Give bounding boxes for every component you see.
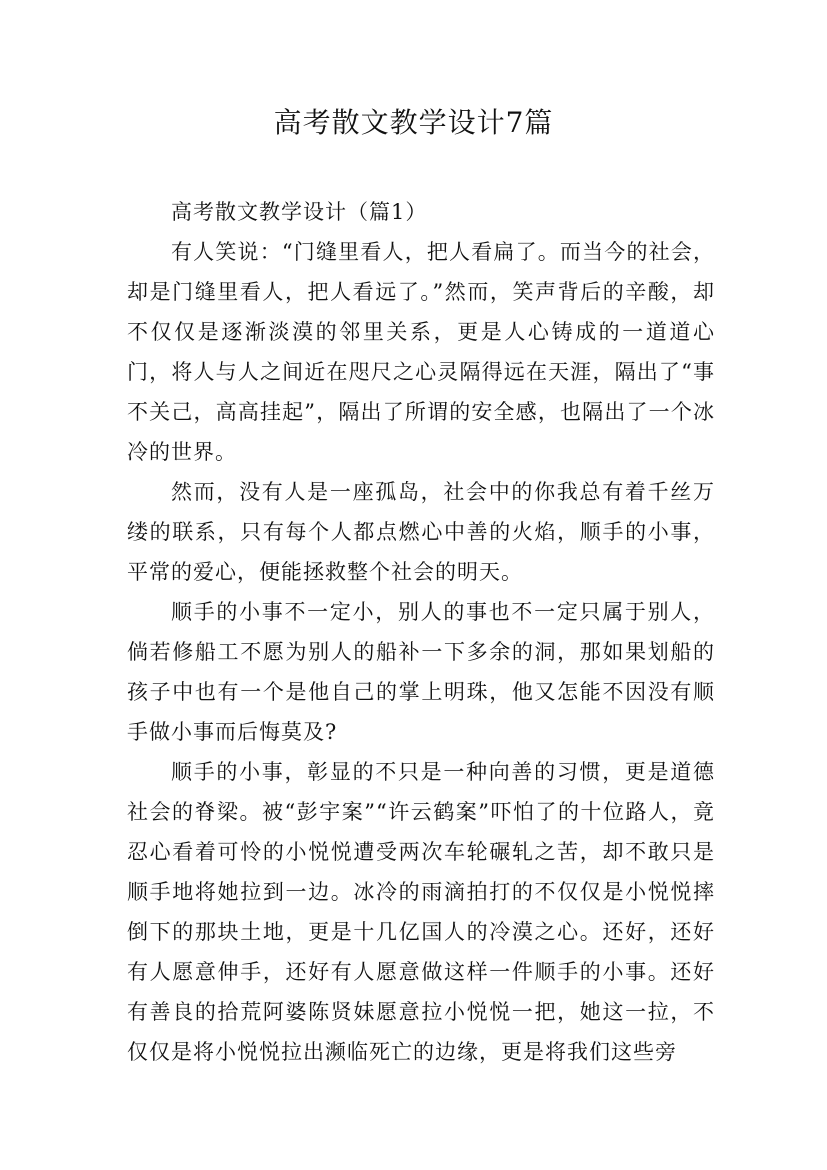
- paragraph: 有人笑说：“门缝里看人，把人看扁了。而当今的社会，却是门缝里看人，把人看远了。”然而，笑声背后的辛酸，却不仅仅是逐渐淡漠的邻里关系，更是人心铸成的一道道心门，将人与人之间近在咫尺之心灵隔得远在天涯，隔出了“事不关己，高高挂起”，隔出了所谓的安全感，也隔出了一个冰冷的世界。: [127, 240, 715, 464]
- document-title: 高考散文教学设计7篇: [273, 106, 554, 139]
- paragraph: 顺手的小事不一定小，别人的事也不一定只属于别人，倘若修船工不愿为别人的船补一下多余的洞，那如果划船的孩子中也有一个是他自己的掌上明珠，他又怎能不因没有顺手做小事而后悔莫及?: [127, 600, 715, 744]
- paragraph: 然而，没有人是一座孤岛，社会中的你我总有着千丝万缕的联系，只有每个人都点燃心中善的火焰，顺手的小事，平常的爱心，便能拯救整个社会的明天。: [127, 480, 715, 584]
- paragraph: 顺手的小事，彰显的不只是一种向善的习惯，更是道德社会的脊梁。被“彭宇案”“许云鹤案”吓怕了的十位路人，竟忍心看着可怜的小悦悦遭受两次车轮碾轧之苦，却不敢只是顺手地将她拉到一边。冰冷的雨滴拍打的不仅仅是小悦悦摔倒下的那块土地，更是十几亿国人的冷漠之心。还好，还好有人愿意伸手，还好有人愿意做这样一件顺手的小事。还好有善良的拾荒阿婆陈贤妹愿意拉小悦悦一把，她这一拉，不仅仅是将小悦悦拉出濒临死亡的边缘，更是将我们这些旁: [127, 760, 715, 1064]
- section-heading: 高考散文教学设计（篇1）: [171, 200, 428, 224]
- document-body: [127, 192, 715, 1072]
